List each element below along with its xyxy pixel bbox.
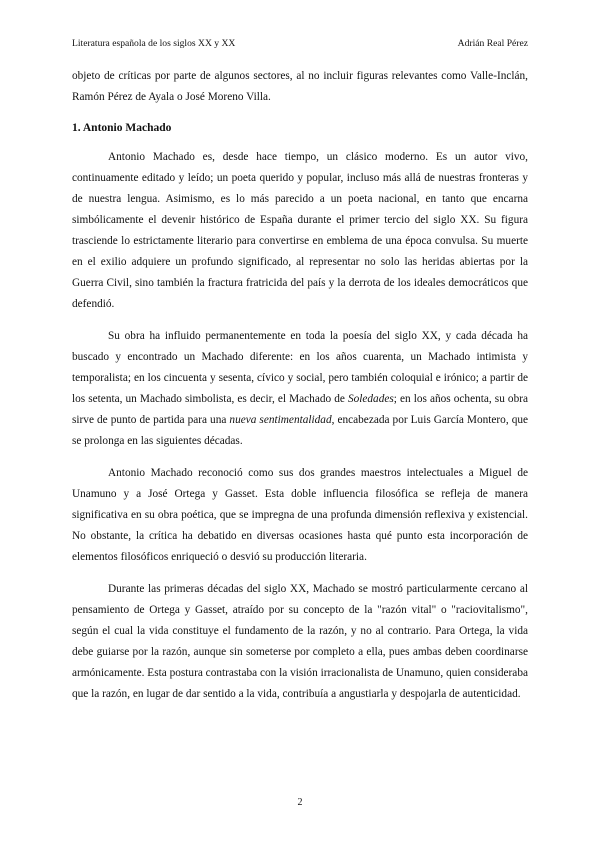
paragraph-2-part-a: Su obra ha influido permanentemente en toda la poesía del siglo XX, y cada década ha buscado y encontrado un Machado diferente: en los años cuarenta, un Machado intimista y temporalista; en los cincuenta y sesenta, cívico y social, pero también coloquial e irónico; a partir de los setenta, un Machado simbolista, es decir, el Machado de	[72, 330, 528, 405]
header-course-title: Literatura española de los siglos XX y XX	[72, 38, 236, 49]
paragraph-1: Antonio Machado es, desde hace tiempo, un clásico moderno. Es un autor vivo, continuamente editado y leído; un poeta querido y popular, incluso más allá de nuestras fronteras y de nuestra lengua. Asimismo, es lo más parecido a un poeta nacional, en tanto que encarna simbólicamente el devenir histórico de España durante el primer tercio del siglo XX. Su figura trasciende lo estrictamente literario para convertirse en emblema de una época convulsa. Su muerte en el exilio adquiere un profundo significado, al representar no solo las heridas abiertas por la Guerra Civil, sino también la fractura fratricida del país y la derrota de los ideales democráticos que defendió.	[72, 151, 528, 310]
page-header	[72, 38, 528, 49]
emphasis-soledades: Soledades	[347, 393, 394, 405]
paragraph-3: Antonio Machado reconoció como sus dos grandes maestros intelectuales a Miguel de Unamuno y a José Ortega y Gasset. Esta doble influencia filosófica se refleja de manera significativa en su obra poética, que se impregna de una profunda dimensión reflexiva y existencial. No obstante, la crítica ha debatido en diversas ocasiones hasta qué punto esta incorporación de elementos filosóficos enriqueció o desvió su producción literaria.	[72, 467, 528, 563]
paragraph-2	[72, 326, 528, 452]
page-number: 2	[297, 797, 303, 808]
emphasis-nueva-sentimentalidad: nueva sentimentalidad	[229, 414, 332, 426]
header-author: Adrián Real Pérez	[457, 38, 528, 49]
section-heading: 1. Antonio Machado	[72, 122, 172, 134]
paragraph-2-part-c: , encabezada por Luis García Montero, que se prolonga en las siguientes décadas.	[72, 414, 528, 447]
document-body	[72, 66, 528, 705]
intro-paragraph: objeto de críticas por parte de algunos sectores, al no incluir figuras relevantes como Valle-Inclán, Ramón Pérez de Ayala o José Moreno Villa.	[72, 70, 528, 103]
paragraph-4: Durante las primeras décadas del siglo XX, Machado se mostró particularmente cercano al pensamiento de Ortega y Gasset, atraído por su concepto de la "razón vital" o "raciovitalismo", según el cual la vida constituye el fundamento de la razón, y no al contrario. Para Ortega, la vida debe guiarse por la razón, aunque sin someterse por completo a ella, pues ambas deben coordinarse armónicamente. Esta postura contrastaba con la visión irracionalista de Unamuno, quien consideraba que la razón, en lugar de dar sentido a la vida, contribuía a angustiarla y despojarla de autenticidad.	[72, 583, 528, 700]
paragraph-2-part-b: ; en los años ochenta, su obra sirve de punto de partida para una	[72, 393, 528, 426]
